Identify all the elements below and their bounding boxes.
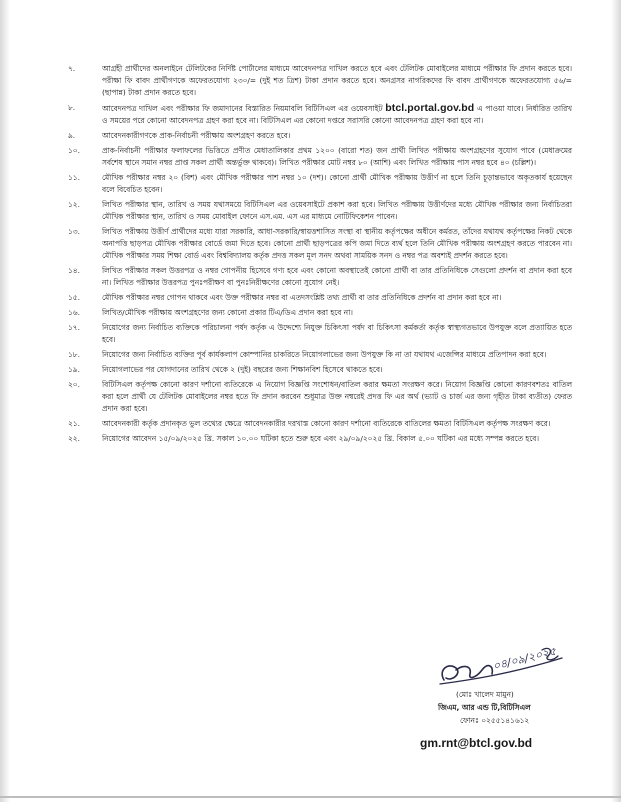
portal-url: btcl.portal.gov.bd xyxy=(385,102,475,114)
clause-19 xyxy=(68,364,572,376)
clause-8 xyxy=(68,102,572,127)
clause-number: ১৪. xyxy=(68,266,80,275)
clause-number: ২২. xyxy=(68,434,80,443)
terms-list xyxy=(68,63,572,448)
signature-block xyxy=(420,640,580,790)
clause-number: ২১. xyxy=(68,419,80,428)
clause-text: লিখিত/মৌখিক পরীক্ষায় অংশগ্রহণের জন্য কোনো প্রকার টিএ/ডিএ প্রদান করা হবে না। xyxy=(102,308,353,317)
clause-number: ১৬. xyxy=(68,308,80,317)
clause-15 xyxy=(68,292,572,304)
clause-20 xyxy=(68,379,572,415)
clause-text: এ পাওয়া যাবে। নির্ধারিত তারিখ ও সময়ের পরে কোনো আবেদনপত্র গ্রহণ করা হবে না। বিটিসিএল এর কোনো দপ্তরে সরাসরি কোনো আবেদনপত্র গ্রহণ করা হবে না। xyxy=(102,104,572,125)
clause-number: ৮. xyxy=(68,103,76,112)
clause-7 xyxy=(68,63,572,99)
clause-13 xyxy=(68,226,572,262)
clause-16 xyxy=(68,307,572,319)
clause-10 xyxy=(68,145,572,169)
clause-number: ১৯. xyxy=(68,365,80,374)
clause-text: নিয়োগের জন্য নির্বাচিত ব্যক্তির পূর্ব কার্যকলাপ কোম্পানির চাকরিতে নিয়োগলাভের জন্য উপযুক্ত কি না তা যথাযথ এজেন্সির মাধ্যমে প্রতিপাদন করা হবে। xyxy=(102,350,547,359)
clause-text: আবেদনকারী কর্তৃক প্রদানকৃত ভুল তথ্যের ক্ষেত্রে আবেদনকারীর দরখাস্ত কোনো কারণ দর্শানো ব্যতিরেকে বাতিলের ক্ষমতা বিটিসিএল কর্তৃপক্ষ সংরক্ষণ করে। xyxy=(102,419,551,428)
clause-11 xyxy=(68,172,572,196)
clause-number: ১১. xyxy=(68,173,80,182)
clause-21 xyxy=(68,418,572,430)
clause-9 xyxy=(68,130,572,142)
clause-number: ১৩. xyxy=(68,227,80,236)
signatory-phone: ফোনঃ ০২৫৫১৪১৬১২ xyxy=(460,716,530,725)
clause-text: নিয়োগের আবেদন ১৫/০৯/২০২৫ খ্রি. সকাল ১০.০০ ঘটিকা হতে শুরু হবে এবং ২৯/০৯/২০২৫ খ্রি. বিকাল ৫.০০ ঘটিকা এর মধ্যে সম্পন্ন করতে হবে। xyxy=(102,434,540,443)
clause-text: নিয়োগের জন্য নির্বাচিত ব্যক্তিকে পরিচালনা পর্ষদ কর্তৃক এ উদ্দেশ্যে নিযুক্ত চিকিৎসা পর্ষদ বা চিকিৎসা কর্মকর্তা কর্তৃক স্বাস্থ্যগতভাবে উপযুক্ত বলে প্রত্যায়িত হতে হবে। xyxy=(102,323,572,344)
clause-text: লিখিত পরীক্ষায় উত্তীর্ণ প্রার্থীদের মধ্যে যারা সরকারি, আধা-সরকারি/স্বায়ত্তশাসিত সংস্থা বা স্থানীয় কর্তৃপক্ষের অধীনে কর্মরত, তাঁদের যথাযথ কর্তৃপক্ষের নিকট থেকে অনাপত্তি ছাড়পত্র মৌখিক পরীক্ষার বোর্ডে জমা দিতে হবে। কোনো প্রার্থী ছাড়পত্রের কপি জমা দিতে ব্যর্থ হলে তিনি মৌখিক পরীক্ষায় অংশগ্রহণ করতে পারবেন না। মৌখিক পরীক্ষার সময় শিক্ষা বোর্ড এবং বিশ্ববিদ্যালয় কর্তৃক প্রদত্ত সকল মূল সনদ অথবা সাময়িক সনদ ও নম্বর পত্র অবশ্যই প্রদর্শন করতে হবে। xyxy=(102,227,572,260)
scan-bottom-edge xyxy=(0,796,621,798)
clause-text: আবেদনপত্র দাখিল এবং পরীক্ষার ফি জমাদানের বিস্তারিত নিয়মাবলি বিটিসিএল এর ওয়েবসাইট xyxy=(102,104,383,113)
clause-text: প্রাক-নির্বাচনী পরীক্ষার ফলাফলের ভিত্তিতে প্রণীত মেধাতালিকার প্রথম ১২০০ (বারো শত) জন প্রার্থী লিখিত পরীক্ষায় অংশগ্রহণের সুযোগ পাবে (মেধাক্রমের সর্বশেষ স্থানে সমান নম্বর প্রাপ্ত সকল প্রার্থী অন্তর্ভুক্ত থাকবে)। লিখিত পরীক্ষার মোট নম্বর ৮০ (আশি) এবং লিখিত পরীক্ষায় পাস নম্বর হবে ৪০ (চল্লিশ)। xyxy=(102,146,572,167)
clause-14 xyxy=(68,265,572,289)
clause-number: ৭. xyxy=(68,64,76,73)
clause-number: ১৭. xyxy=(68,323,80,332)
clause-text: লিখিত পরীক্ষার সকল উত্তরপত্র ও নম্বর গোপনীয় হিসেবে গণ্য হবে এবং কোনো অবস্থাতেই কোনো প্রার্থী বা তার প্রতিনিধিকে সেগুলো প্রদর্শন বা প্রদান করা হবে না। লিখিত পরীক্ষার উত্তরপত্র পুনঃপরীক্ষণ বা পুনঃনিরীক্ষণের কোনো সুযোগ নেই। xyxy=(102,266,572,287)
scan-edge-left xyxy=(0,0,10,802)
clause-12 xyxy=(68,199,572,223)
scan-edge-right xyxy=(611,0,621,802)
clause-text: আবেদনকারীগণকে প্রাক-নির্বাচনী পরীক্ষায় অংশগ্রহণ করতে হবে। xyxy=(102,131,291,140)
clause-number: ১২. xyxy=(68,200,80,209)
clause-text: মৌখিক পরীক্ষার নম্বর ২০ (বিশ) এবং মৌখিক পরীক্ষার পাশ নম্বর ১০ (দশ)। কোনো প্রার্থী মৌখিক পরীক্ষায় উত্তীর্ণ না হলে তিনি চূড়ান্তভাবে অকৃতকার্য হয়েছেন বলে বিবেচিত হবেন। xyxy=(102,173,572,194)
clause-17 xyxy=(68,322,572,346)
clause-text: আগ্রহী প্রার্থীদের অনলাইনে টেলিটকের নির্দিষ্ট পোর্টালের মাধ্যমে আবেদনপত্র দাখিল করতে হবে এবং টেলিটক মোবাইলের মাধ্যমে পরীক্ষার ফি প্রদান করতে হবে। পরীক্ষা ফি বাবদ প্রার্থীগণকে অফেরতযোগ্য ২৩০/= (দুই শত ত্রিশ) টাকা প্রদান করতে হবে। অনগ্রসর নাগরিকদের ফি বাবদ প্রার্থীগণকে অফেরতযোগ্য ৫৬/= (ছাপান্ন) টাকা প্রদান করতে হবে। xyxy=(102,64,572,97)
signature-stroke xyxy=(442,666,492,680)
clause-22 xyxy=(68,433,572,445)
handwritten-signature xyxy=(430,640,580,692)
clause-number: ১৮. xyxy=(68,350,80,359)
clause-text: লিখিত পরীক্ষার স্থান, তারিখ ও সময় যথাসময়ে বিটিসিএল এর ওয়েবসাইটে প্রকাশ করা হবে। লিখিত পরীক্ষায় উত্তীর্ণদের মধ্যে মৌখিক পরীক্ষার জন্য নির্বাচিতরা মৌখিক পরীক্ষার স্থান, তারিখ ও সময় মোবাইল ফোনে এস.এম. এস এর মাধ্যমে নোটিফিকেশন পাবেন। xyxy=(102,200,572,221)
clause-number: ১০. xyxy=(68,146,80,155)
clause-number: ৯. xyxy=(68,131,76,140)
clause-18 xyxy=(68,349,572,361)
clause-text: নিয়োগলাভের পর যোগদানের তারিখ থেকে ২ (দুই) বছরের জন্য শিক্ষানবিশ হিসেবে থাকতে হবে। xyxy=(102,365,383,374)
handwritten-date: ০৪/০৯/২০২৫ xyxy=(491,644,558,673)
signatory-name: (মোঃ খালেদ মামুন) xyxy=(456,690,514,699)
clause-number: ১৫. xyxy=(68,293,80,302)
clause-text: মৌখিক পরীক্ষার নম্বর গোপন থাকবে এবং উক্ত পরীক্ষার নম্বর বা এতদসংশ্লিষ্ট তথ্য প্রার্থী বা তার প্রতিনিধিকে প্রদর্শন বা প্রদান করা হবে না। xyxy=(102,293,502,302)
clause-text: বিটিসিএল কর্তৃপক্ষ কোনো কারণ দর্শানো ব্যতিরেকে এ নিয়োগ বিজ্ঞপ্তি সংশোধন/বাতিল করার ক্ষমতা সংরক্ষণ করে। নিয়োগ বিজ্ঞপ্তি কোনো কারণবশতঃ বাতিল করা হলে প্রার্থী যে টেলিটক মোবাইলের নম্বর হতে ফি প্রদান করবেন শুধুমাত্র উক্ত নম্বরেই প্রদত্ত ফি এর অর্থ (ভ্যাট ও চার্জ এর জন্য গৃহীত টাকা ব্যতীত) ফেরত প্রদান করা হবে। xyxy=(102,380,572,413)
signatory-designation: জিএম, আর এন্ড টি,বিটিসিএল xyxy=(438,703,531,712)
signatory-email[interactable]: gm.rnt@btcl.gov.bd xyxy=(420,736,533,750)
clause-number: ২০. xyxy=(68,380,80,389)
